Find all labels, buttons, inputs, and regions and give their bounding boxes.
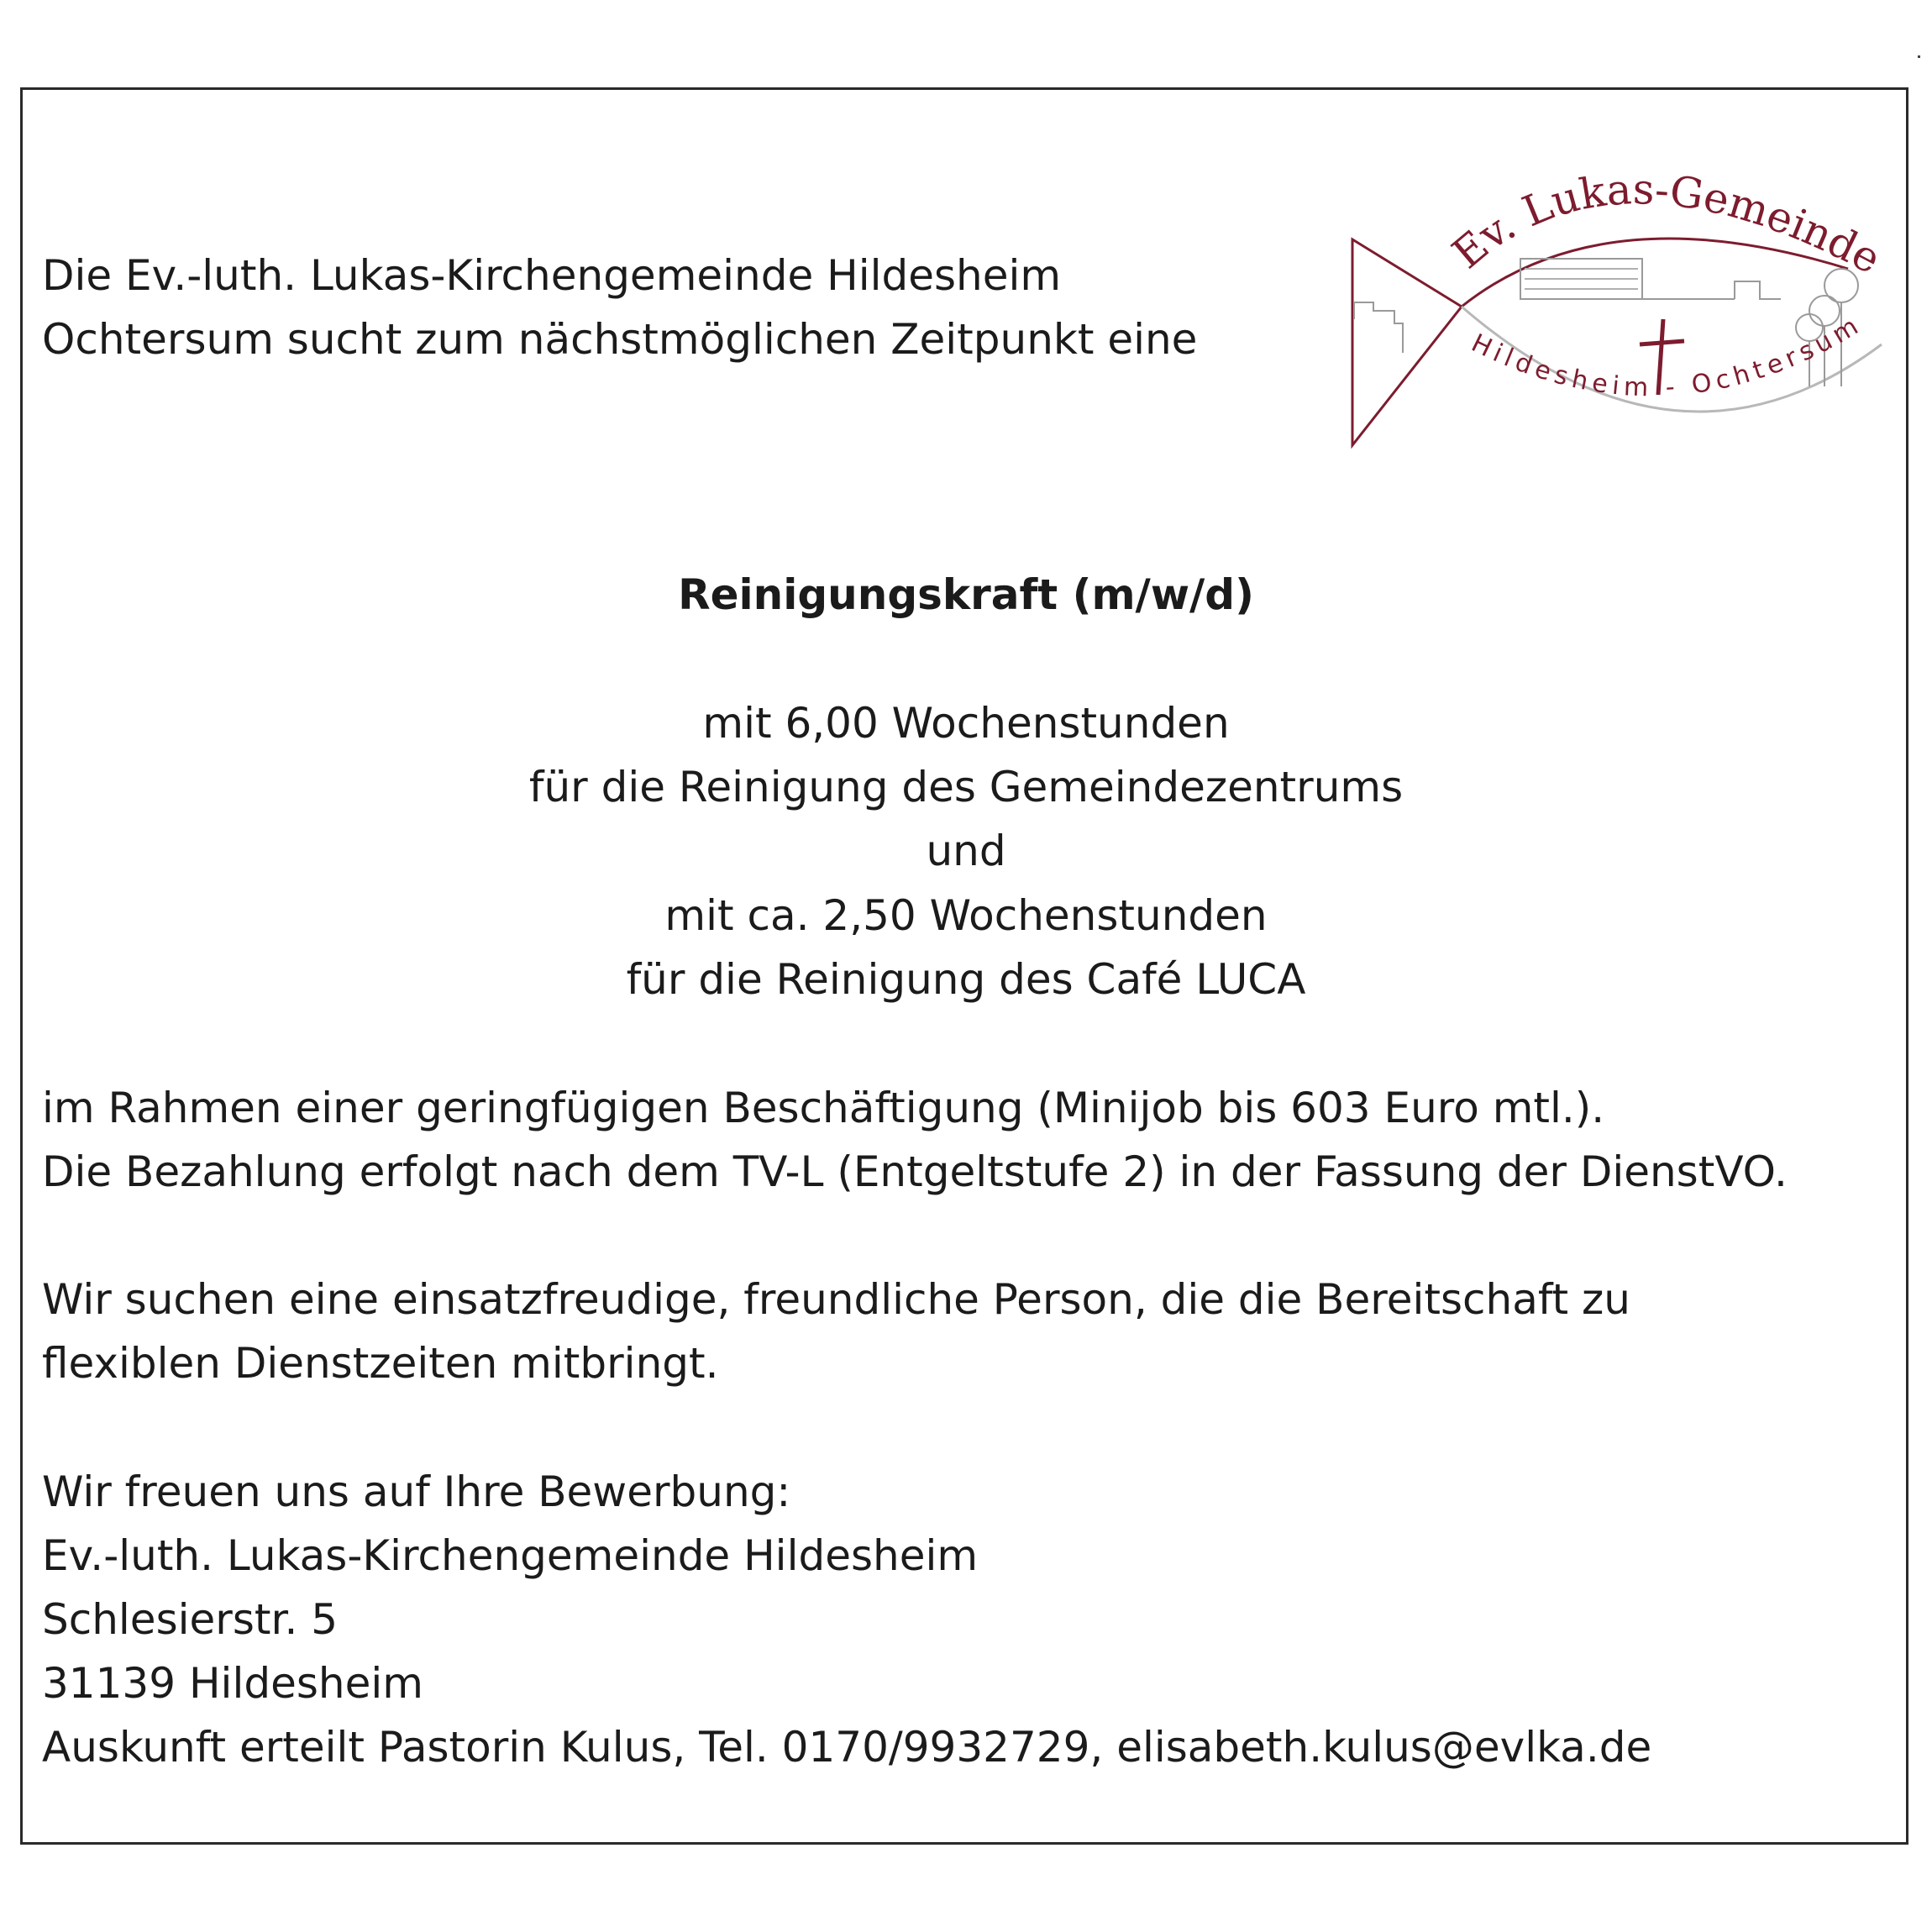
intro-line-1: Die Ev.-luth. Lukas-Kirchengemeinde Hildesheim [42, 251, 1062, 300]
job-detail-line: mit ca. 2,50 Wochenstunden [664, 891, 1268, 940]
contact-info: Auskunft erteilt Pastorin Kulus, Tel. 0170/9932729, elisabeth.kulus@evlka.de [42, 1723, 1652, 1772]
fish-church-logo-icon [1327, 143, 1898, 454]
employment-line-1: im Rahmen einer geringfügigen Beschäftigung (Minijob bis 603 Euro mtl.). [42, 1084, 1605, 1132]
intro-line-2: Ochtersum sucht zum nächstmöglichen Zeitpunkt eine [42, 315, 1198, 364]
contact-organization: Ev.-luth. Lukas-Kirchengemeinde Hildesheim [42, 1531, 979, 1580]
contact-street: Schlesierstr. 5 [42, 1595, 339, 1644]
corner-mark [1918, 55, 1920, 58]
employment-line-2: Die Bezahlung erfolgt nach dem TV-L (Entgeltstufe 2) in der Fassung der DienstVO. [42, 1147, 1788, 1196]
job-detail-line: und [926, 827, 1006, 875]
job-detail-line: für die Reinigung des Café LUCA [626, 955, 1306, 1004]
job-detail-line: mit 6,00 Wochenstunden [702, 699, 1230, 748]
job-detail-line: für die Reinigung des Gemeindezentrums [528, 763, 1404, 811]
job-title: Reinigungskraft (m/w/d) [678, 570, 1254, 619]
logo-title: Ev. Lukas-Gemeinde [1443, 165, 1889, 284]
profile-line-1: Wir suchen eine einsatzfreudige, freundliche Person, die die Bereitschaft zu [42, 1275, 1630, 1324]
contact-intro: Wir freuen uns auf Ihre Bewerbung: [42, 1467, 791, 1516]
contact-city: 31139 Hildesheim [42, 1659, 423, 1708]
logo-subtitle: Hildesheim - Ochtersum [1467, 309, 1868, 403]
profile-line-2: flexiblen Dienstzeiten mitbringt. [42, 1339, 719, 1388]
